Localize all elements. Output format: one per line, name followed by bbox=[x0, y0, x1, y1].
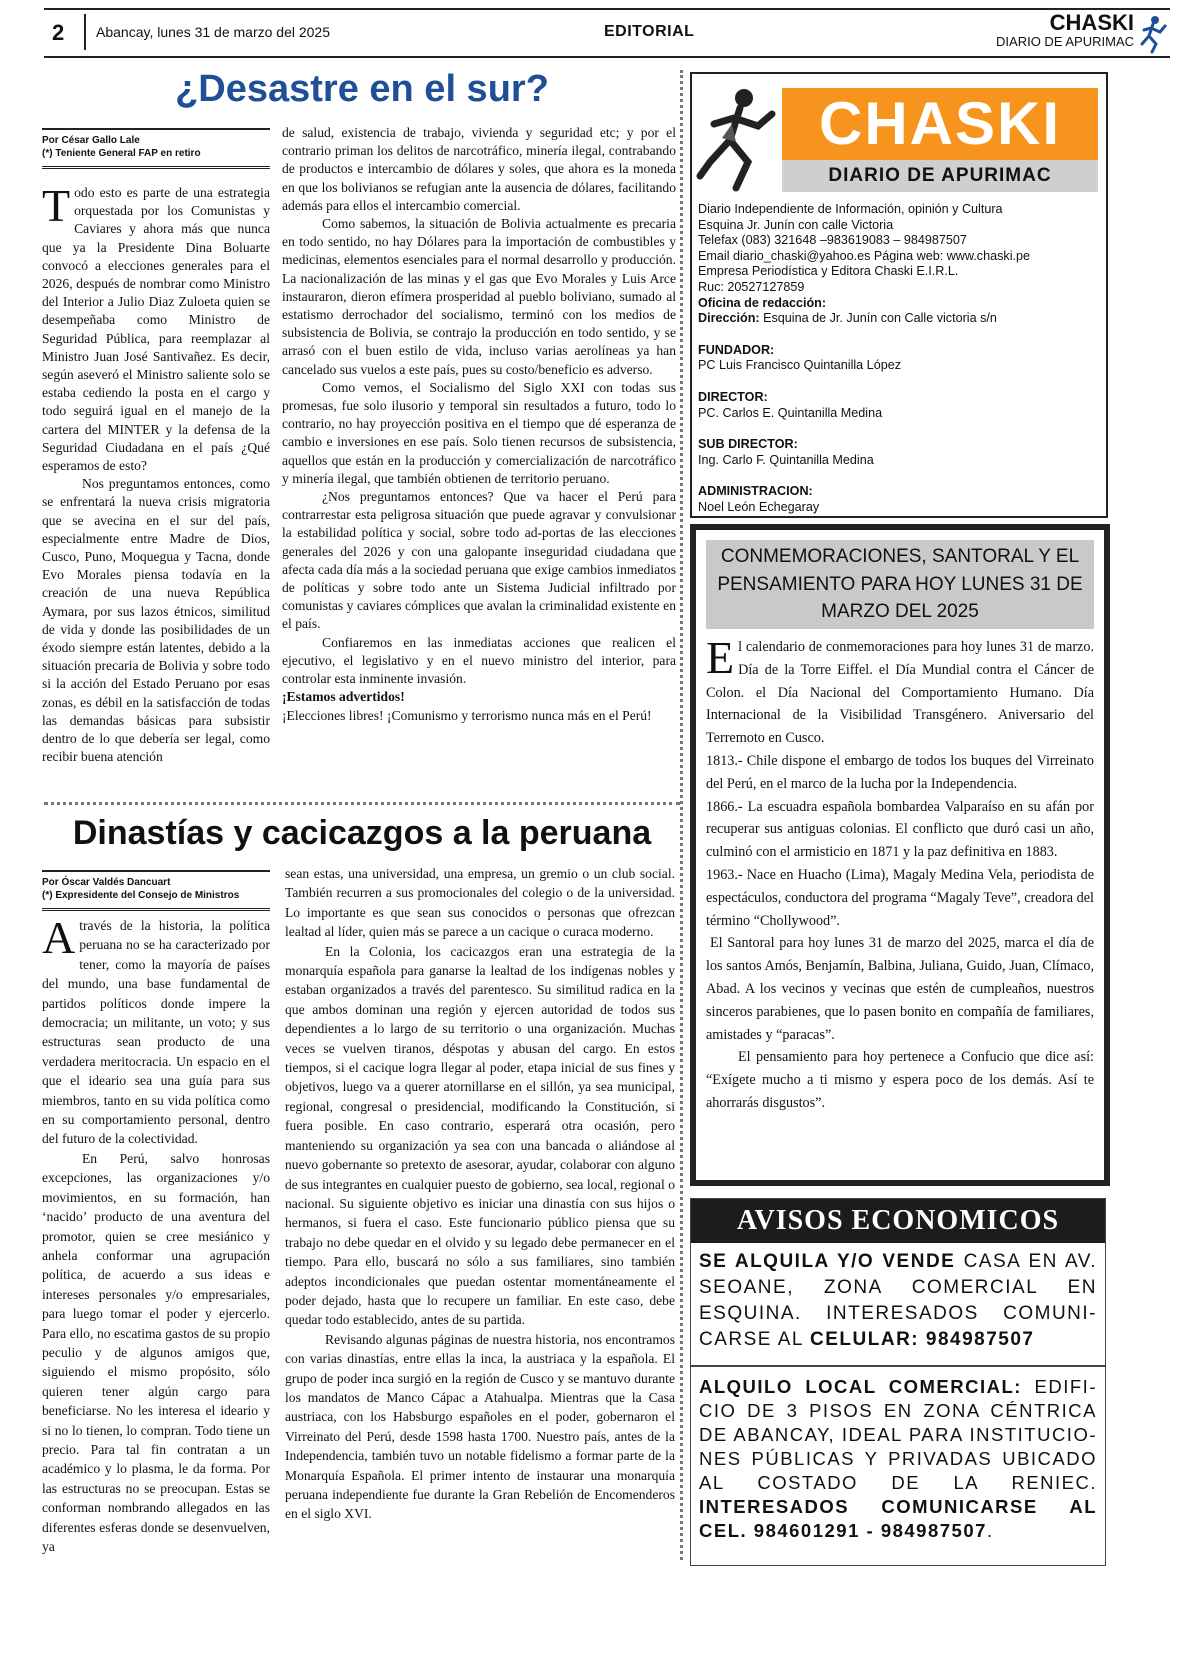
paragraph: En Perú, salvo honrosas excepciones, las organizaciones y/o movimientos, en su formación, han ‘nacido’ producto de una aventura del promotor, quien se cree mesiánico y anhela conformar una agrupación política, de acuerdo a sus ideas e intereses personales y/o empresariales, para luego tomar el poder y ejercerlo. Para ello, no escatima gastos de su propio peculio y de algunos amigos que, siguiendo el mismo propósito, sólo quieren tener algún cargo para beneficiarse. No les interesa el ideario y si no lo tienen, lo compran. Todo tiene un precio. Para tal fin contratan a un académico y lo plasma, le da forma. Por las estructuras no se preocupan. Estas se conforman nombrando allegados en las diferentes esferas donde se desenvuelven, ya bbox=[42, 1150, 270, 1554]
article2-author-role: (*) Expresidente del Consejo de Ministros bbox=[42, 890, 240, 901]
header-brand-subtitle: DIARIO DE APURIMAC bbox=[996, 34, 1134, 49]
address-label: Dirección: bbox=[698, 311, 760, 326]
classified-ad-local bbox=[699, 1375, 1097, 1543]
masthead-info bbox=[698, 202, 1098, 516]
ad-phone: CELULAR: 984987507 bbox=[810, 1329, 1035, 1350]
masthead-line: Ruc: 20527127859 bbox=[698, 279, 805, 294]
classifieds-box bbox=[690, 1198, 1106, 1566]
issue-date: Abancay, lunes 31 de marzo del 2025 bbox=[96, 24, 331, 40]
ad-body: CASA EN AV. SEOANE, ZONA COMERCIAL EN ESQUINA. INTERESADOS COMUNI-CARSE AL bbox=[699, 1251, 1097, 1350]
drop-cap: E bbox=[706, 632, 735, 683]
paragraph: 1866.- La escuadra española bombardea Valparaíso en su afán por recuperar sus antiguas colonias. El conflicto que duró casi un año, culminó con el armisticio en 1871 y la paz definitiva en 1883. bbox=[706, 798, 1094, 861]
masthead-box bbox=[690, 72, 1108, 518]
masthead-line: Email diario_chaski@yahoo.es Página web: www.chaski.pe bbox=[698, 248, 1030, 263]
paragraph: ¡Elecciones libres! ¡Comunismo y terrorismo nunca más en el Perú! bbox=[282, 707, 652, 723]
article2-column-2 bbox=[285, 864, 675, 1524]
article2-author: Por Óscar Valdés Dancuart bbox=[42, 877, 171, 888]
chaski-logo-subtitle: DIARIO DE APURIMAC bbox=[782, 160, 1098, 192]
byline-rule bbox=[42, 902, 270, 911]
paragraph: El pensamiento para hoy pertenece a Confucio que dice así: “Exígete mucho a ti mismo y espera poco de los demás. Así te ahorrarás disgustos”. bbox=[706, 1049, 1094, 1111]
commemorations-body bbox=[706, 632, 1094, 1115]
article2-column-1 bbox=[42, 912, 270, 1556]
paragraph: l calendario de conmemoraciones para hoy lunes 31 de marzo. Día de la Torre Eiffel. el Día Mundial contra el Cáncer de Colon. el Día Nacional del Comportamiento Humano. Día Internacional de la Visibilidad Transgénero. Aniversario del Terremoto en Cusco. bbox=[706, 639, 1094, 747]
paragraph: ¿Nos preguntamos entonces? Que va hacer el Perú para contrarrestar esta peligrosa situación que puede agravar y convulsionar la estabilidad política y social, sobre todo ad-portas de las elecciones generales del 2026 y con una galopante inseguridad ciudadana que afecta cada día más a la sociedad peruana que exige cambios inmediatos de políticas y sobre todo ante un Sistema Judicial infiltrado por comunistas y caviares cómplices que avalan la criminalidad existente en el país. bbox=[282, 489, 676, 632]
ad-lead: SE ALQUILA Y/O VENDE bbox=[699, 1251, 956, 1272]
ad-end: . bbox=[986, 1520, 994, 1541]
article1-author: Por César Gallo Lale bbox=[42, 135, 140, 146]
admin-value: Noel León Echegaray bbox=[698, 499, 820, 514]
page-number: 2 bbox=[52, 20, 65, 45]
article1-column-1 bbox=[42, 180, 270, 767]
header-brand-name: CHASKI bbox=[1049, 10, 1134, 35]
paragraph: Revisando algunas páginas de nuestra historia, nos encontramos con varias dinastías, entre ellas la inca, la austriaca y la española. El grupo de poder inca surgió en la región de Cusco y se mantuvo durante los mandatos de Manco Cápac a Atahualpa. Mientras que la Casa austriaca, con los Habsburgo españoles en el poder, gobernaron el Virreinato del Perú, desde 1598 hasta 1700. Nuestro país, antes de la Independencia, también tuvo un notable fidelismo a formar parte de la Monarquía Española. El primer intento de instaurar una monarquía peruana independiente fue durante la Gran Rebelión de Encomenderos en el siglo XVI. bbox=[285, 1331, 675, 1522]
header-divider bbox=[84, 14, 86, 50]
paragraph: 1813.- Chile dispone el embargo de todos los buques del Virreinato del Perú, en el marco de la lucha por la Independencia. bbox=[706, 752, 1094, 792]
office-label: Oficina de redacción: bbox=[698, 295, 827, 310]
page-header bbox=[44, 8, 1170, 58]
byline-rule bbox=[42, 160, 270, 169]
chaski-logo: CHASKI bbox=[782, 88, 1098, 160]
header-brand bbox=[996, 12, 1134, 50]
masthead-line: Telefax (083) 321648 –983619083 – 984987507 bbox=[698, 233, 967, 248]
paragraph: Como vemos, el Socialismo del Siglo XXI con todas sus promesas, fue solo ilusorio y temporal sin resultados a futuro, todo lo contrario, no hay proyección positiva en el tiempo que dé esperanza de cambio e inversiones en ese país. Solo tienen recursos de subsistencia, aquellos que están en la producción y comercialización de narcotráfico y minería ilegal, que también obtienen de territorio peruano. bbox=[282, 379, 676, 486]
classified-ad-house bbox=[699, 1249, 1097, 1353]
admin-label: ADMINISTRACION: bbox=[698, 484, 813, 499]
founder-value: PC Luis Francisco Quintanilla López bbox=[698, 358, 902, 373]
founder-label: FUNDADOR: bbox=[698, 342, 775, 357]
drop-cap: A bbox=[42, 912, 76, 963]
paragraph: Confiaremos en las inmediatas acciones que realicen el ejecutivo, el legislativo y en el nuevo ministro del interior, para controlar esta inminente invasión. bbox=[282, 634, 676, 687]
runner-logo-icon bbox=[1138, 14, 1168, 54]
article2-title: Dinastías y cacicazgos a la peruana bbox=[72, 814, 652, 852]
article2-byline bbox=[42, 870, 270, 911]
paragraph: de salud, existencia de trabajo, vivienda y seguridad etc; y por el contrario priman los delitos de narcotráfico, minería ilegal, contrabando de productos e intercambio de dólares y soles, que ahora es la moneda en que los bolivianos se refugian ante la ausencia de dólares, facilitando además para ellos el intercambio comercial. bbox=[282, 125, 676, 213]
director-value: PC. Carlos E. Quintanilla Medina bbox=[698, 405, 883, 420]
paragraph: 1963.- Nace en Huacho (Lima), Magaly Medina Vela, periodista de espectáculos, conductora del programa “Magaly Teve”, creadora del término “Chollywood”. bbox=[706, 866, 1094, 929]
paragraph: odo esto es parte de una estrategia orquestada por los Comunistas y Caviares y ahora más que nunca que ya la Presidente Dina Boluarte convocó a elecciones generales para el 2026, después de nombrar como Ministro del Interior a Julio Diaz Zuloeta quien se desempeñaba como Ministro de Seguridad Pública, para reemplazar al Ministro Juan José Santivañez. Es decir, según aseveró el Ministro saliente solo se estaba cediendo la posta en el cargo y todo seguirá igual en el manejo de la cartera del MINTER y la defensa de la Seguridad Ciudadana en el país ¿Qué esperamos de esto? bbox=[42, 185, 270, 474]
article1-column-2 bbox=[282, 124, 676, 725]
paragraph: ¡Estamos advertidos! bbox=[282, 689, 405, 705]
section-name: EDITORIAL bbox=[604, 23, 695, 40]
article1-title: ¿Desastre en el sur? bbox=[175, 68, 549, 110]
ad-lead: ALQUILO LOCAL COMERCIAL: bbox=[699, 1376, 1022, 1397]
ad-body: EDIFI-CIO DE 3 PISOS EN ZONA CÉNTRICA DE ABANCAY, IDEAL PARA INSTITUCIO-NES PÚBLICAS Y PRIVADAS UBICADO AL COSTADO DE LA RENIEC. bbox=[699, 1376, 1097, 1493]
article1-byline bbox=[42, 128, 270, 169]
paragraph: El Santoral para hoy lunes 31 de marzo del 2025, marca el día de los santos Amós, Benjamín, Balbina, Juliana, Guido, Juan, Clímaco, Abad. A los vecinos y vecinas que estén de cumpleaños, nuestros sinceros parabienes, que lo pasen bonito en compañía de familiares, amistades y “paracas”. bbox=[706, 935, 1094, 1043]
paragraph: través de la historia, la política peruana no se ha caracterizado por tener, como la mayoría de países del mundo, una base fundamental de partidos políticos donde impere la democracia; un militante, un voto; y sus estructuras sean producto de una verdadera meritocracia. Un espacio en el que el ideario sea una guía para sus miembros, tanto en su vida política como en su comportamiento personal, dentro del futuro de la colectividad. bbox=[42, 918, 270, 1147]
paragraph: Nos preguntamos entonces, como se enfrentará la nueva crisis migratoria que se avecina en el sur del país, especialmente entre Madre de Dios, Cusco, Puno, Moquegua y Tacna, donde Evo Morales piensa todavía en la creación de una nueva República Aymara, por sus lazos étnicos, similitud de vida y donde las posibilidades de un éxodo siempre están latentes, debido a la situación precaria de Bolivia y sobre todo si la acción del Estado Peruano por esas zonas, es débil en la satisfacción de todas las demandas básicas para subsistir dentro de lo que debería ser legal, como recibir buena atención bbox=[42, 476, 270, 765]
director-label: DIRECTOR: bbox=[698, 389, 768, 404]
paragraph: sean estas, una universidad, una empresa, un gremio o un club social. También recurren a sus promocionales del colegio o de la universidad. Lo importante es que sean sus conocidos o personas que ofrezcan lealtad al líder, quien más se parece a un cacique o curaca moderno. bbox=[285, 866, 675, 940]
masthead-line: Esquina Jr. Junín con calle Victoria bbox=[698, 217, 894, 232]
classifieds-heading: AVISOS ECONOMICOS bbox=[691, 1199, 1105, 1243]
article1-author-role: (*) Teniente General FAP en retiro bbox=[42, 148, 201, 159]
drop-cap: T bbox=[42, 180, 71, 231]
address-value: Esquina de Jr. Junín con Calle victoria s/n bbox=[763, 311, 997, 326]
subdirector-value: Ing. Carlo F. Quintanilla Medina bbox=[698, 452, 874, 467]
subdirector-label: SUB DIRECTOR: bbox=[698, 437, 798, 452]
ad-contact: INTERESADOS COMUNICARSE AL CEL. 984601291 - 984987507 bbox=[699, 1496, 1097, 1541]
paragraph: En la Colonia, los cacicazgos eran una estrategia de la monarquía española para ganarse la lealtad de los indígenas nobles y estaban organizados a través del parentesco. Su similitud radica en la que ambos dominan una región y ejercen autoridad de todos sus dependientes a lo largo de su territorio o una organización. Muchas veces se vuelven tiranos, déspotas y abusan del cargo. En estos tiempos, si el cacique logra llegar al poder, etapa inicial de sus fines y objetivos, luego va a querer atornillarse en el sillón, ya sea municipal, regional, congresal o presidencial, modificando la Constitución, si fuera posible. En caso contrario, esperará otra ocasión, pero manteniendo su organización ya sea con una bancada o aliándose al nuevo gobernante so pretexto de asesorar, ayudar, colaborar con alguno de sus integrantes en cualquier puesto de gobierno, sea local, regional o nacional. Su siguiente objetivo es iniciar una dinastía con sus hijos o hermanos, si fuera el caso. Este funcionario público piensa que su trabajo no debe quedar en el olvido y su legado debe permanecer en el tiempo. Para ello, buscará no sólo a sus familiares, sino también adeptos incondicionales que puedan ostentar momentáneamente el poder dejado, hasta que lo recupere un familiar. En este caso, debe quedar todo establecido, antes de su partida. bbox=[285, 943, 675, 1328]
column-divider-vertical bbox=[680, 70, 683, 1560]
paragraph: Como sabemos, la situación de Bolivia actualmente es precaria en todo sentido, no hay Dólares para la importación de combustibles y medicinas, elementos esenciales para el normal desarrollo y producción. La nacionalización de las minas y el gas que Evo Morales y Luis Arce instauraron, dieron efímera prosperidad al pueblo boliviano, sumado al estatismo derrochador del socialismo, terminó con los medios de subsistencia de Bolivia, se contrajo la producción en todo sentido, y se arrasó con el buen estilo de vida, incluso varias aerolíneas ya han cancelado sus vuelos a este país, pues su costo/beneficio es adverso. bbox=[282, 216, 676, 377]
commemorations-heading: CONMEMORACIONES, SANTORAL Y EL PENSAMIENTO PARA HOY LUNES 31 DE MARZO DEL 2025 bbox=[706, 540, 1094, 629]
article-divider bbox=[44, 802, 680, 805]
ad-separator bbox=[691, 1365, 1105, 1367]
masthead-line: Diario Independiente de Información, opinión y Cultura bbox=[698, 202, 1003, 216]
runner-logo-icon bbox=[696, 84, 780, 196]
commemorations-box bbox=[690, 524, 1110, 1186]
masthead-line: Empresa Periodística y Editora Chaski E.I.R.L. bbox=[698, 264, 959, 279]
